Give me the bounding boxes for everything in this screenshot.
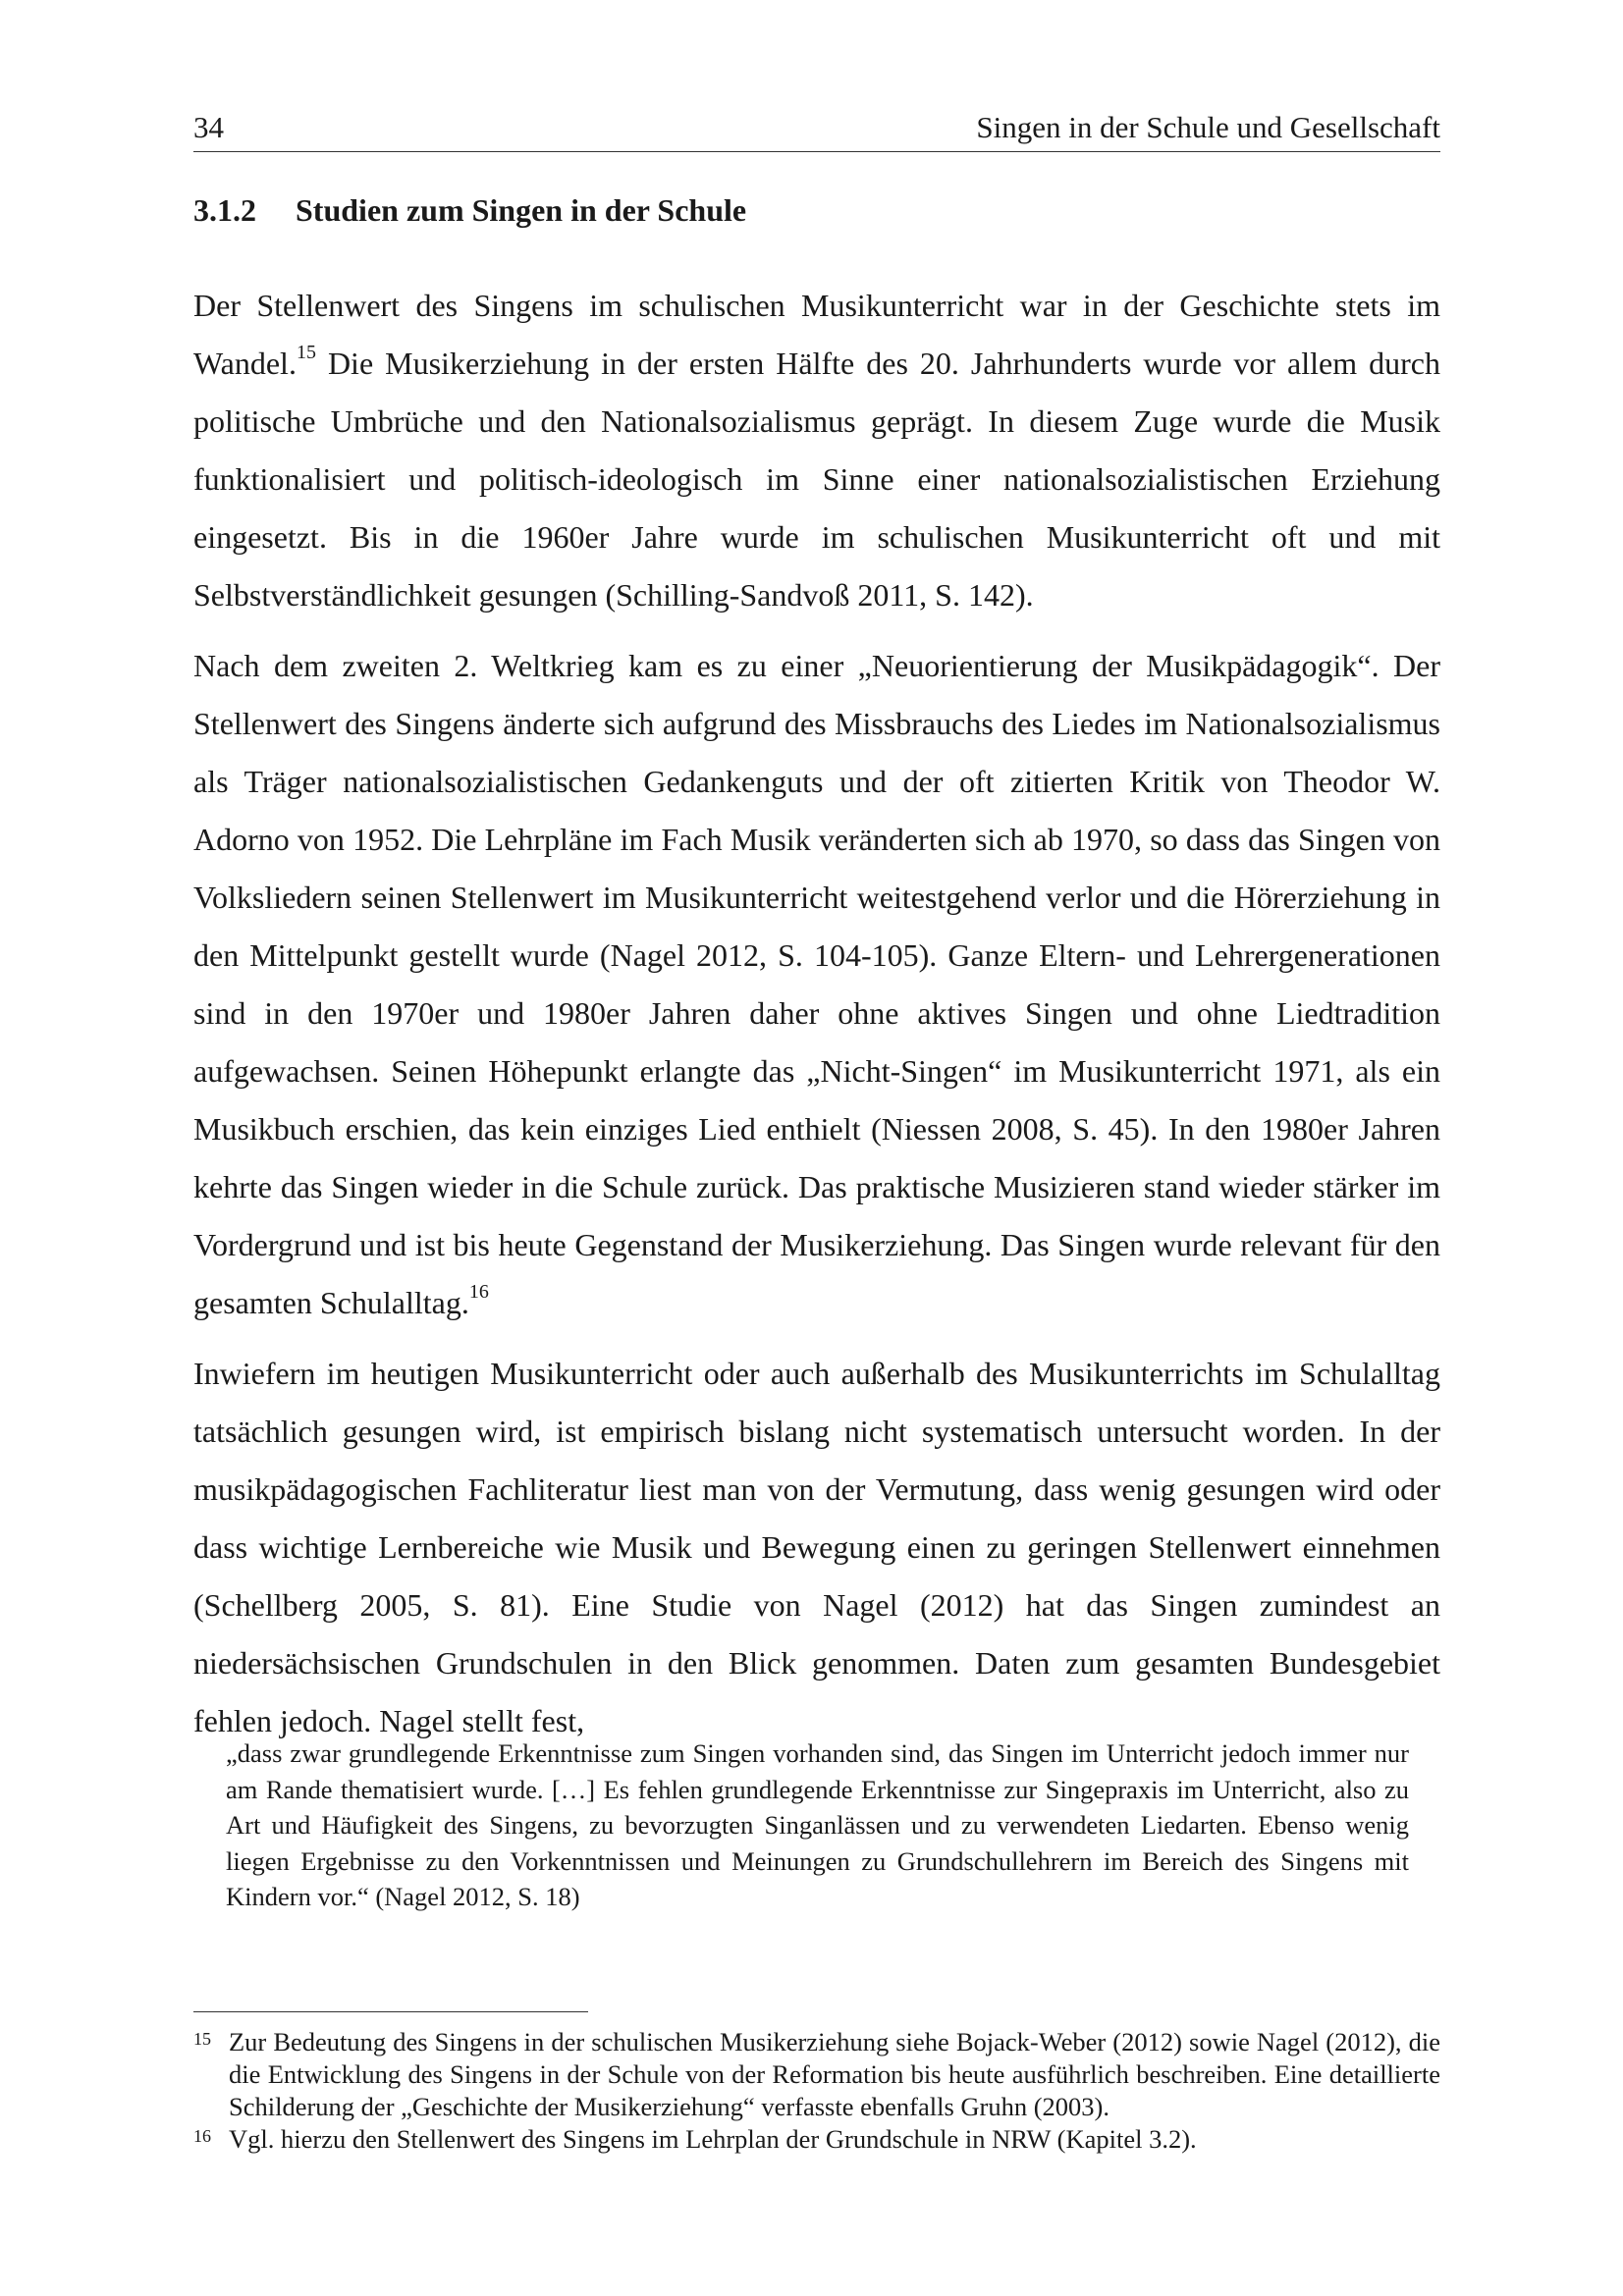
section-heading (193, 192, 746, 229)
block-quote: „dass zwar grundlegende Erkenntnisse zum Singen vorhanden sind, das Singen im Unterricht jedoch immer nur am Rande thematisiert wurde. […] Es fehlen grundlegende Erkenntnisse zur Singepraxis im Unterricht, also zu Art und Häufigkeit des Singens, zu bevorzugten Singanlässen und zu verwendeten Liedarten. Ebenso wenig liegen Ergebnisse zu den Vorkenntnissen und Meinungen zu Grundschullehrern im Bereich des Singens mit Kindern vor.“ (Nagel 2012, S. 18) (226, 1738, 1409, 1911)
footnote-separator (193, 2011, 588, 2012)
footnote-mark: 15 (193, 2029, 211, 2049)
footnote-15 (193, 2026, 1440, 2123)
footnote-16 (193, 2123, 1440, 2156)
footnote-ref-15: 15 (296, 342, 316, 364)
page-number: 34 (193, 110, 224, 144)
section-title: Studien zum Singen in der Schule (296, 192, 747, 228)
paragraph-3 (193, 1345, 1440, 1750)
footnote-text: Vgl. hierzu den Stellenwert des Singens im Lehrplan der Grundschule in NRW (Kapitel 3.2). (229, 2124, 1197, 2154)
body-text (193, 277, 1440, 1763)
paragraph-1-text-after: Die Musikerziehung in der ersten Hälfte des 20. Jahrhunderts wurde vor allem durch politische Umbrüche und den Nationalsozialismus geprägt. In diesem Zuge wurde die Musik funktionalisiert und politisch-ideologisch im Sinne einer nationalsozialistischen Erziehung eingesetzt. Bis in die 1960er Jahre wurde im schulischen Musikunterricht oft und mit Selbstverständlichkeit gesungen (Schilling-Sandvoß 2011, S. 142). (193, 346, 1440, 613)
running-header (193, 106, 1440, 152)
paragraph-3-text: Inwiefern im heutigen Musikunterricht oder auch außerhalb des Musikunterrichts im Schulalltag tatsächlich gesungen wird, ist empirisch bislang nicht systematisch untersucht worden. In der musikpädagogischen Fachliteratur liest man von der Vermutung, dass wenig gesungen wird oder dass wichtige Lernbereiche wie Musik und Bewegung einen zu geringen Stellenwert einnehmen (Schellberg 2005, S. 81). Eine Studie von Nagel (2012) hat das Singen zumindest an niedersächsischen Grundschulen in den Blick genommen. Daten zum gesamten Bundesgebiet fehlen jedoch. Nagel stellt fest, (193, 1356, 1440, 1738)
footnote-mark: 16 (193, 2126, 211, 2146)
paragraph-2 (193, 637, 1440, 1332)
section-number: 3.1.2 (193, 192, 256, 228)
footnote-ref-16: 16 (468, 1281, 489, 1304)
footnote-text: Zur Bedeutung des Singens in der schulischen Musikerziehung siehe Bojack-Weber (2012) sowie Nagel (2012), die die Entwicklung des Singens in der Schule von der Reformation bis heute ausführlich beschreiben. Eine detaillierte Schilderung der „Geschichte der Musikerziehung“ verfasste ebenfalls Gruhn (2003). (229, 2027, 1440, 2121)
footnotes (193, 2026, 1440, 2156)
paragraph-1-text-before: Der Stellenwert des Singens im schulischen Musikunterricht war in der Geschichte stets im Wandel. (193, 288, 1440, 381)
running-chapter-title: Singen in der Schule und Gesellschaft (976, 110, 1440, 144)
paragraph-1 (193, 277, 1440, 624)
document-page (193, 0, 1440, 2296)
paragraph-2-text: Nach dem zweiten 2. Weltkrieg kam es zu einer „Neuorientierung der Musikpädagogik“. Der Stellenwert des Singens änderte sich aufgrund des Missbrauchs des Liedes im Nationalsozialismus als Träger nationalsozialistischen Gedankenguts und der oft zitierten Kritik von Theodor W. Adorno von 1952. Die Lehrpläne im Fach Musik veränderten sich ab 1970, so dass das Singen von Volksliedern seinen Stellenwert im Musikunterricht weitestgehend verlor und die Hörerziehung in den Mittelpunkt gestellt wurde (Nagel 2012, S. 104-105). Ganze Eltern- und Lehrergenerationen sind in den 1970er und 1980er Jahren daher ohne aktives Singen und ohne Liedtradition aufgewachsen. Seinen Höhepunkt erlangte das „Nicht-Singen“ im Musikunterricht 1971, als ein Musikbuch erschien, das kein einziges Lied enthielt (Niessen 2008, S. 45). In den 1980er Jahren kehrte das Singen wieder in die Schule zurück. Das praktische Musizieren stand wieder stärker im Vordergrund und ist bis heute Gegenstand der Musikerziehung. Das Singen wurde relevant für den gesamten Schulalltag. (193, 648, 1440, 1320)
